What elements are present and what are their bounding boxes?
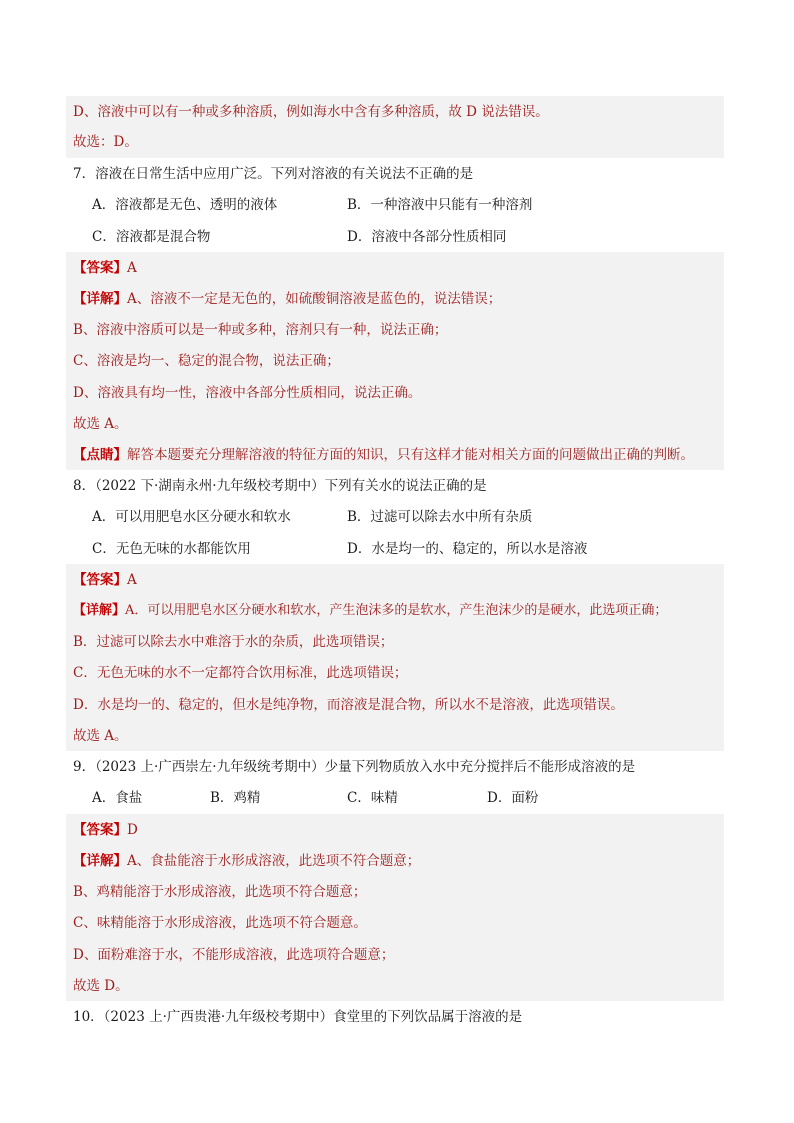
detail-text: A．可以用肥皂水区分硬水和软水，产生泡沫多的是软水，产生泡沫少的是硬水，此选项正确； [125,603,668,618]
q7-detail-line: 故选 A。 [73,416,128,432]
q7-detail-line: C、溶液是均一、稳定的混合物，说法正确； [73,353,340,369]
q8-option-d: D．水是均一的、稳定的，所以水是溶液 [347,541,588,557]
answer-line: 故选：D。 [73,134,138,150]
q9-answer [73,819,138,841]
q9-detail-line: C、味精能溶于水形成溶液，此选项不符合题意。 [73,915,367,931]
q8-detail-line: B．过滤可以除去水中难溶于水的杂质，此选项错误； [73,634,394,650]
q7-answer [73,257,137,279]
q7-option-c: C．溶液都是混合物 [92,229,211,245]
answer-tag: 【答案】 [73,822,127,838]
comment-tag: 【点睛】 [73,447,127,463]
q8-answer [73,569,137,591]
question-10-stem: 10．（2023 上·广西贵港·九年级校考期中）食堂里的下列饮品属于溶液的是 [73,1009,523,1025]
q9-option-c: C．味精 [347,790,398,806]
q9-detail-line: B、鸡精能溶于水形成溶液，此选项不符合题意； [73,884,367,900]
q7-option-d: D．溶液中各部分性质相同 [347,229,507,245]
q7-comment [73,444,694,466]
answer-value: D [127,822,138,838]
answer-tag: 【答案】 [73,260,127,276]
question-9-stem: 9．（2023 上·广西崇左·九年级统考期中）少量下列物质放入水中充分搅拌后不能形成溶液的是 [73,759,636,775]
detail-tag: 【详解】 [73,853,127,869]
q9-detail-line [73,850,420,872]
q8-detail-line: 故选 A。 [73,728,128,744]
q8-solution-block [66,564,724,751]
q7-option-a: A．溶液都是无色、透明的液体 [92,197,278,213]
comment-text: 解答本题要充分理解溶液的特征方面的知识，只有这样才能对相关方面的问题做出正确的判断。 [127,447,694,463]
q8-option-c: C．无色无味的水都能饮用 [92,541,251,557]
answer-value: A [127,260,137,276]
q9-option-a: A．食盐 [92,790,143,806]
explanation-line: D、溶液中可以有一种或多种溶质，例如海水中含有多种溶质，故 D 说法错误。 [73,104,549,120]
answer-value: A [127,572,137,588]
q8-detail-line [73,600,667,622]
q9-detail-line: D、面粉难溶于水，不能形成溶液，此选项符合题意； [73,947,395,963]
q7-detail-line [73,288,501,310]
q7-option-b: B．一种溶液中只能有一种溶剂 [347,197,533,213]
q9-solution-block [66,814,724,1001]
q8-option-b: B．过滤可以除去水中所有杂质 [347,509,533,525]
q8-detail-line: D．水是均一的、稳定的，但水是纯净物，而溶液是混合物，所以水不是溶液，此选项错误。 [73,697,624,713]
detail-tag: 【详解】 [73,291,127,307]
detail-tag: 【详解】 [73,603,126,618]
detail-text: A、溶液不一定是无色的，如硫酸铜溶液是蓝色的，说法错误； [127,291,502,307]
q8-option-a: A．可以用肥皂水区分硬水和软水 [92,509,291,525]
q7-detail-line: B、溶液中溶质可以是一种或多种，溶剂只有一种，说法正确； [73,322,448,338]
q9-detail-line: 故选 D。 [73,978,129,994]
q9-option-d: D．面粉 [487,790,539,806]
detail-text: A、食盐能溶于水形成溶液，此选项不符合题意； [127,853,421,869]
answer-tag: 【答案】 [73,572,127,588]
q7-detail-line: D、溶液具有均一性，溶液中各部分性质相同，说法正确。 [73,385,422,401]
q8-detail-line: C．无色无味的水不一定都符合饮用标准，此选项错误； [73,665,408,681]
question-8-stem: 8．（2022 下·湖南永州·九年级校考期中）下列有关水的说法正确的是 [73,478,487,494]
question-7-stem: 7．溶液在日常生活中应用广泛。下列对溶液的有关说法不正确的是 [73,166,474,182]
q9-option-b: B．鸡精 [210,790,261,806]
